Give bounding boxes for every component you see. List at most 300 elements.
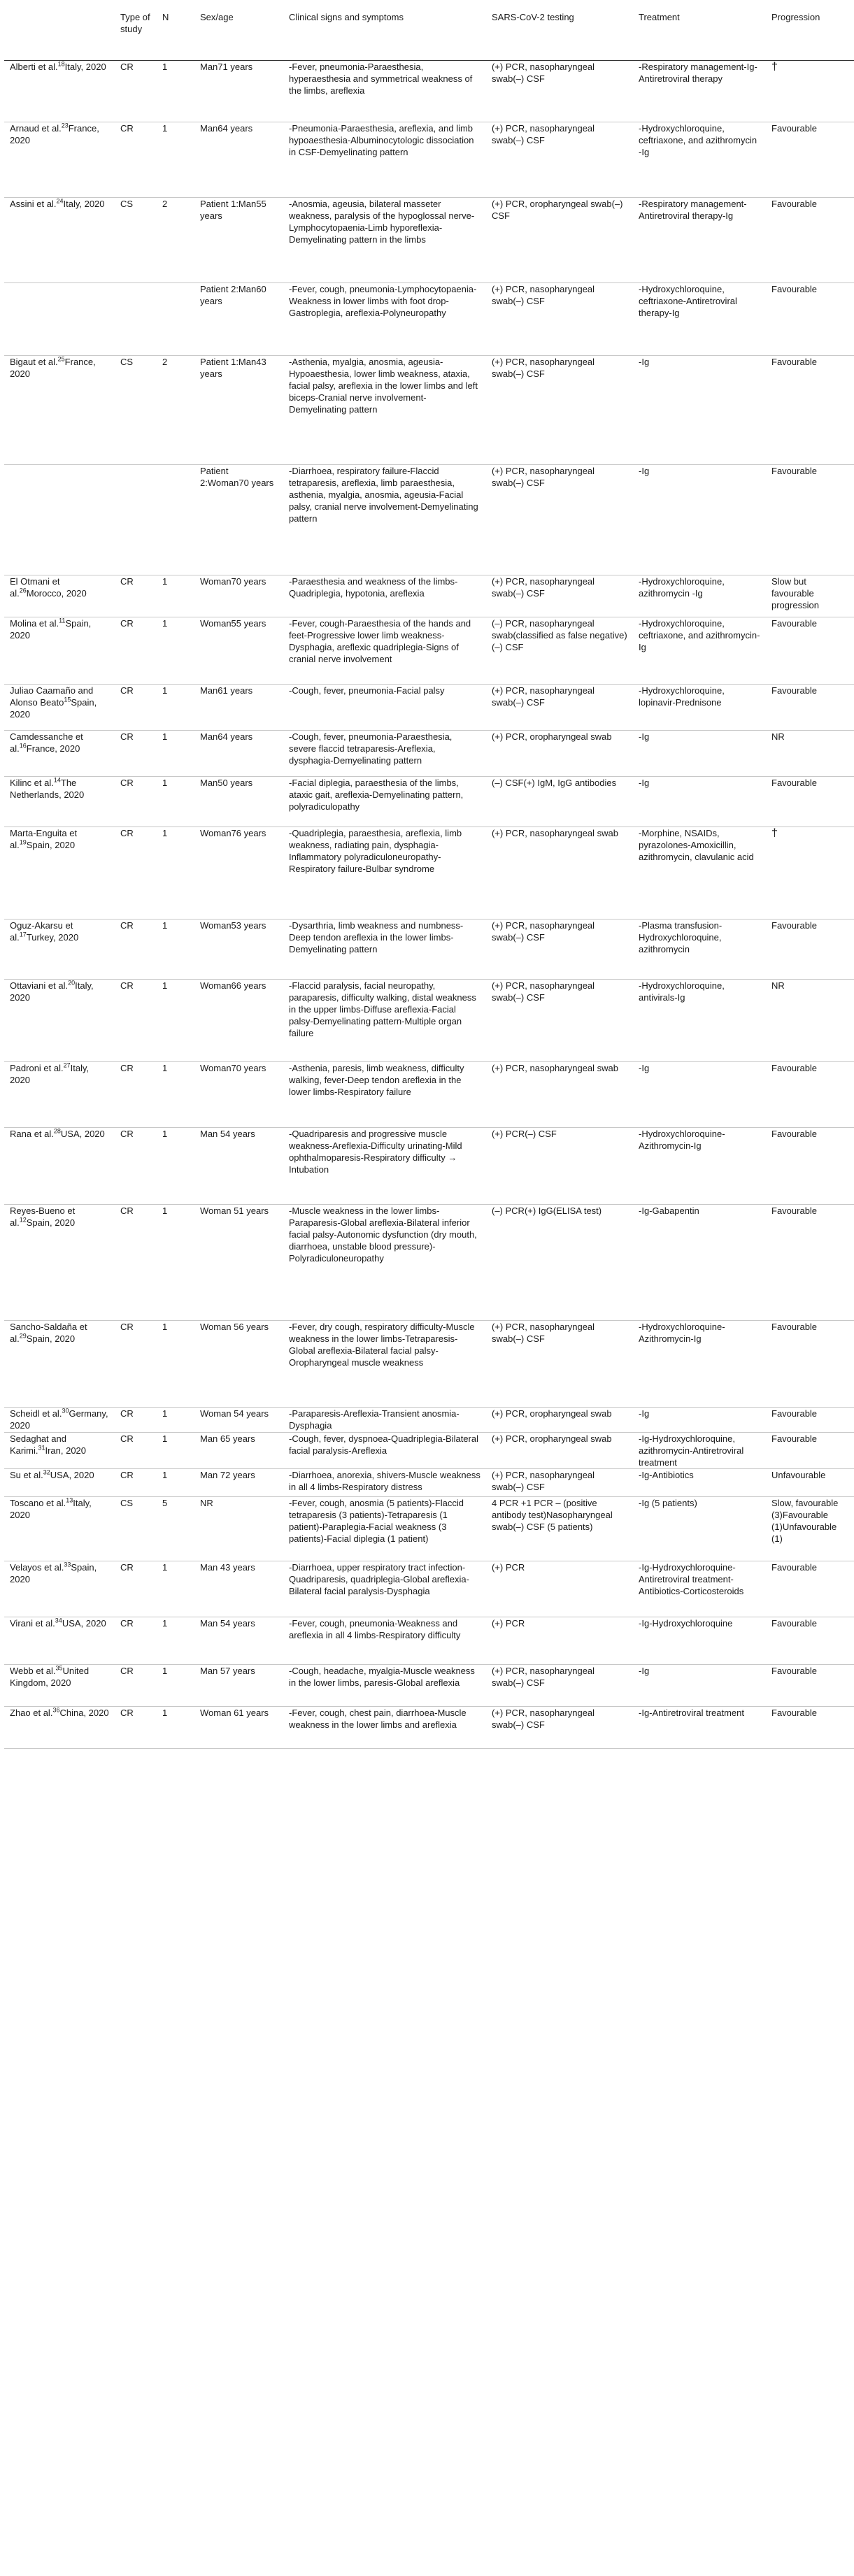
cell-treatment: -Ig-Hydroxychloroquine-Antiretroviral treatment-Antibiotics-Corticosteroids [633,1561,766,1617]
study-author: Marta-Enguita et al. [10,828,78,850]
study-ref: 30 [62,1407,69,1415]
cell-clinical: -Fever, cough, chest pain, diarrhoea-Muscle weakness in the lower limbs and areflexia [283,1707,486,1749]
cell-sexage: Man64 years [194,731,283,777]
cell-n: 1 [157,1205,194,1321]
cell-type: CR [115,1321,157,1408]
cell-testing: (+) PCR(–) CSF [486,1128,633,1205]
study-author: Zhao et al. [10,1708,53,1718]
cell-progression: Favourable [766,1321,854,1408]
cell-clinical: -Quadriplegia, paraesthesia, areflexia, limb weakness, radiating pain, dysphagia-Inflammatory polyradiculoneuropathy-Respiratory failure-Bulbar syndrome [283,827,486,920]
cell-study [4,1617,115,1665]
study-place: Turkey, 2020 [26,932,79,943]
header-study [4,8,115,61]
cell-progression: Favourable [766,1205,854,1321]
table-row [4,1561,854,1617]
cell-study [4,617,115,685]
cell-testing: (+) PCR, oropharyngeal swab [486,1408,633,1433]
cell-progression: Favourable [766,198,854,283]
cell-testing: (+) PCR, nasopharyngeal swab(–) CSF [486,465,633,575]
study-place: Italy, 2020 [63,199,105,209]
cell-treatment: -Hydroxychloroquine-Azithromycin-Ig [633,1128,766,1205]
cell-progression: Favourable [766,465,854,575]
cell-progression: † [766,827,854,920]
study-author: Arnaud et al. [10,123,62,134]
cell-clinical: -Diarrhoea, anorexia, shivers-Muscle weakness in all 4 limbs-Respiratory distress [283,1469,486,1497]
cell-n: 1 [157,731,194,777]
study-ref: 28 [53,1127,61,1135]
cell-type: CS [115,356,157,465]
cell-type: CR [115,777,157,827]
cell-study [4,920,115,980]
cell-treatment: -Respiratory management-Antiretroviral therapy-Ig [633,198,766,283]
cell-n [157,283,194,356]
cell-testing: (+) PCR, nasopharyngeal swab(–) CSF [486,61,633,122]
table-row [4,122,854,198]
cell-clinical: -Cough, fever, dyspnoea-Quadriplegia-Bilateral facial paralysis-Areflexia [283,1433,486,1469]
table-row [4,465,854,575]
cell-testing: (+) PCR [486,1617,633,1665]
table-row [4,920,854,980]
cell-study [4,198,115,283]
cell-treatment: -Ig [633,777,766,827]
cell-treatment: -Ig-Hydroxychloroquine [633,1617,766,1665]
cell-study [4,1497,115,1561]
study-ref: 14 [53,776,61,784]
studies-table [4,8,854,1749]
header-sexage: Sex/age [194,8,283,61]
study-author: Kilinc et al. [10,778,54,788]
cell-treatment: -Plasma transfusion-Hydroxychloroquine, azithromycin [633,920,766,980]
cell-study [4,1665,115,1707]
study-place: Italy, 2020 [10,1063,90,1085]
study-place: Spain, 2020 [10,618,92,641]
cell-sexage: Patient 1:Man55 years [194,198,283,283]
cell-testing: (+) PCR, oropharyngeal swab(–) CSF [486,198,633,283]
study-place: Germany, 2020 [10,1408,108,1431]
cell-study [4,777,115,827]
study-author: Ottaviani et al. [10,980,69,991]
cell-treatment: -Ig-Hydroxychloroquine, azithromycin-Antiretroviral treatment [633,1433,766,1469]
cell-clinical: -Fever, cough, anosmia (5 patients)-Flaccid tetraparesis (3 patients)-Tetraparesis (1 patient)-Paraplegia-Facial weakness (3 patients)-Facial diplegia (1 patient) [283,1497,486,1561]
table-row [4,1617,854,1665]
cell-n [157,465,194,575]
cell-clinical: -Cough, headache, myalgia-Muscle weakness in the lower limbs, paresis-Global areflexia [283,1665,486,1707]
study-place: Morocco, 2020 [26,588,87,599]
cell-progression: Favourable [766,1617,854,1665]
cell-type: CR [115,827,157,920]
cell-n: 1 [157,685,194,731]
cell-study [4,1321,115,1408]
cell-sexage: Woman 54 years [194,1408,283,1433]
study-place: Italy, 2020 [10,980,94,1003]
cell-study [4,827,115,920]
cell-clinical: -Paraparesis-Areflexia-Transient anosmia-Dysphagia [283,1408,486,1433]
cell-testing: (+) PCR, oropharyngeal swab [486,1433,633,1469]
study-place: Italy, 2020 [64,62,106,72]
table-row [4,1062,854,1128]
cell-study [4,1433,115,1469]
cell-type: CS [115,1497,157,1561]
study-ref: 11 [59,617,66,624]
cell-testing: (+) PCR, nasopharyngeal swab(–) CSF [486,356,633,465]
cell-progression: Favourable [766,920,854,980]
header-clinical: Clinical signs and symptoms [283,8,486,61]
table-row [4,1665,854,1707]
cell-clinical: -Fever, cough, pneumonia-Weakness and areflexia in all 4 limbs-Respiratory difficulty [283,1617,486,1665]
cell-treatment: -Ig-Antibiotics [633,1469,766,1497]
cell-treatment: -Morphine, NSAIDs, pyrazolones-Amoxicillin, azithromycin, clavulanic acid [633,827,766,920]
cell-sexage: Man 65 years [194,1433,283,1469]
table-row [4,1128,854,1205]
study-author: Oguz-Akarsu et al. [10,920,73,943]
cell-clinical: -Dysarthria, limb weakness and numbness-Deep tendon areflexia in the lower limbs-Demyelinating pattern [283,920,486,980]
cell-sexage: Woman 56 years [194,1321,283,1408]
cell-sexage: Woman 61 years [194,1707,283,1749]
cell-study [4,1707,115,1749]
cell-n: 1 [157,1469,194,1497]
cell-clinical: -Fever, dry cough, respiratory difficulty-Muscle weakness in the lower limbs-Tetraparesis-Global areflexia-Bilateral facial palsy-Oropharyngeal muscle weakness [283,1321,486,1408]
cell-type: CR [115,1408,157,1433]
cell-testing: (+) PCR, oropharyngeal swab [486,731,633,777]
cell-progression: Unfavourable [766,1469,854,1497]
cell-progression: Favourable [766,1128,854,1205]
study-ref: 25 [57,355,65,363]
cell-sexage: Patient 2:Man60 years [194,283,283,356]
cell-sexage: Woman76 years [194,827,283,920]
cell-type: CR [115,1062,157,1128]
cell-treatment: -Ig [633,465,766,575]
cell-treatment: -Hydroxychloroquine, antivirals-Ig [633,980,766,1062]
study-place: Spain, 2020 [26,1217,76,1228]
cell-clinical: -Fever, cough, pneumonia-Lymphocytopaenia-Weakness in lower limbs with foot drop-Gastroplegia, areflexia-Polyneuropathy [283,283,486,356]
cell-progression: Favourable [766,1561,854,1617]
study-author: Bigaut et al. [10,357,58,367]
table-row [4,1205,854,1321]
study-author: Molina et al. [10,618,59,629]
cell-treatment: -Ig [633,356,766,465]
cell-n: 2 [157,356,194,465]
cell-sexage: Woman55 years [194,617,283,685]
study-place: Spain, 2020 [26,1333,76,1344]
cell-testing: (+) PCR, nasopharyngeal swab(–) CSF [486,920,633,980]
cell-progression: Favourable [766,1665,854,1707]
study-author: El Otmani et al. [10,576,60,599]
cell-sexage: Patient 2:Woman70 years [194,465,283,575]
cell-n: 1 [157,1433,194,1469]
cell-clinical: -Facial diplegia, paraesthesia of the limbs, ataxic gait, areflexia-Demyelinating pattern, polyradiculopathy [283,777,486,827]
cell-sexage: Man 72 years [194,1469,283,1497]
cell-progression: Favourable [766,1062,854,1128]
cell-type: CR [115,980,157,1062]
cell-study [4,1561,115,1617]
cell-treatment: -Ig [633,1408,766,1433]
cell-type: CR [115,1665,157,1707]
cell-type: CR [115,1561,157,1617]
cell-treatment: -Hydroxychloroquine, azithromycin -Ig [633,575,766,617]
cell-type: CR [115,920,157,980]
study-author: Alberti et al. [10,62,58,72]
cell-clinical: -Fever, pneumonia-Paraesthesia, hyperaesthesia and symmetrical weakness of the limbs, areflexia [283,61,486,122]
cell-sexage: Man61 years [194,685,283,731]
cell-type: CR [115,617,157,685]
cell-treatment: -Ig-Gabapentin [633,1205,766,1321]
cell-testing: (+) PCR, nasopharyngeal swab(–) CSF [486,1469,633,1497]
study-ref: 33 [64,1561,71,1568]
cell-testing: (+) PCR, nasopharyngeal swab [486,827,633,920]
cell-clinical: -Fever, cough-Paraesthesia of the hands and feet-Progressive lower limb weakness-Dysphagia, areflexic quadriplegia-Signs of cranial nerve involvement [283,617,486,685]
cell-n: 2 [157,198,194,283]
cell-n: 1 [157,1408,194,1433]
cell-testing: 4 PCR +1 PCR – (positive antibody test)Nasopharyngeal swab(–) CSF (5 patients) [486,1497,633,1561]
cell-n: 1 [157,1707,194,1749]
study-ref: 20 [68,979,76,987]
header-n: N [157,8,194,61]
cell-n: 5 [157,1497,194,1561]
table-row [4,1707,854,1749]
study-author: Camdessanche et al. [10,731,83,754]
cell-progression: † [766,61,854,122]
cell-sexage: Patient 1:Man43 years [194,356,283,465]
cell-study [4,685,115,731]
study-ref: 34 [55,1617,62,1624]
cell-progression: Favourable [766,617,854,685]
cell-sexage: Man 54 years [194,1128,283,1205]
study-ref: 12 [19,1216,27,1224]
cell-n: 1 [157,122,194,198]
header-progression: Progression [766,8,854,61]
study-place: Italy, 2020 [10,1498,92,1520]
cell-treatment: -Ig (5 patients) [633,1497,766,1561]
study-place: Spain, 2020 [10,697,97,720]
study-author: Assini et al. [10,199,57,209]
study-author: Reyes-Bueno et al. [10,1205,76,1228]
study-place: Iran, 2020 [45,1445,87,1456]
study-place: USA, 2020 [60,1129,105,1139]
cell-sexage: Woman53 years [194,920,283,980]
cell-clinical: -Cough, fever, pneumonia-Facial palsy [283,685,486,731]
cell-treatment: -Hydroxychloroquine, ceftriaxone, and azithromycin -Ig [633,122,766,198]
cell-clinical: -Muscle weakness in the lower limbs-Paraparesis-Global areflexia-Bilateral inferior facial palsy-Autonomic dysfunction (dry mouth, diarrhoea, unstable blood pressure)-Polyradiculoneuropathy [283,1205,486,1321]
cell-testing: (+) PCR, nasopharyngeal swab(–) CSF [486,1321,633,1408]
table-row [4,1469,854,1497]
cell-clinical: -Flaccid paralysis, facial neuropathy, paraparesis, difficulty walking, distal weakness in the upper limbs-Diffuse areflexia-Facial palsy-Demyelinating pattern-Multiple organ failure [283,980,486,1062]
cell-type: CR [115,1128,157,1205]
cell-clinical: -Asthenia, myalgia, anosmia, ageusia-Hypoaesthesia, lower limb weakness, ataxia, facial palsy, areflexia in the lower limbs and left biceps-Cranial nerve involvement-Demyelinating pattern [283,356,486,465]
study-ref: 15 [64,696,71,703]
table-row [4,685,854,731]
study-ref: 13 [66,1496,73,1504]
table-row [4,356,854,465]
cell-clinical: -Paraesthesia and weakness of the limbs-Quadriplegia, hypotonia, areflexia [283,575,486,617]
study-author: Rana et al. [10,1129,54,1139]
header-type: Type of study [115,8,157,61]
cell-progression: Favourable [766,1707,854,1749]
cell-sexage: Man 54 years [194,1617,283,1665]
cell-clinical: -Pneumonia-Paraesthesia, areflexia, and limb hypoaesthesia-Albuminocytologic dissociation in CSF-Demyelinating pattern [283,122,486,198]
cell-n: 1 [157,617,194,685]
cell-type: CR [115,1617,157,1665]
cell-n: 1 [157,980,194,1062]
study-place: Spain, 2020 [26,840,76,850]
cell-sexage: NR [194,1497,283,1561]
cell-treatment: -Ig-Antiretroviral treatment [633,1707,766,1749]
cell-sexage: Man 43 years [194,1561,283,1617]
cell-progression: NR [766,731,854,777]
cell-n: 1 [157,777,194,827]
cell-study [4,731,115,777]
cell-n: 1 [157,61,194,122]
cell-study [4,575,115,617]
study-author: Virani et al. [10,1618,55,1629]
cell-progression: Slow but favourable progression [766,575,854,617]
cell-treatment: -Hydroxychloroquine, ceftriaxone-Antiretroviral therapy-Ig [633,283,766,356]
cell-progression: Favourable [766,685,854,731]
table-row [4,731,854,777]
study-place: USA, 2020 [50,1470,94,1480]
cell-n: 1 [157,827,194,920]
table-row [4,827,854,920]
study-ref: 29 [19,1332,27,1340]
table-row [4,617,854,685]
cell-n: 1 [157,1561,194,1617]
study-ref: 26 [19,587,27,594]
study-ref: 17 [19,931,27,938]
study-ref: 19 [19,838,27,846]
cell-clinical: -Quadriparesis and progressive muscle weakness-Areflexia-Difficulty urinating-Mild ophthalmoparesis-Respiratory difficulty → Intubation [283,1128,486,1205]
cell-progression: Favourable [766,777,854,827]
study-ref: 27 [63,1061,71,1069]
study-place: China, 2020 [59,1708,109,1718]
cell-study [4,1469,115,1497]
cell-testing: (+) PCR, nasopharyngeal swab(–) CSF [486,575,633,617]
cell-testing: (–) PCR, nasopharyngeal swab(classified as false negative)(–) CSF [486,617,633,685]
study-ref: 32 [43,1468,50,1476]
cell-treatment: -Ig [633,1062,766,1128]
cell-study [4,356,115,465]
header-treatment: Treatment [633,8,766,61]
cell-testing: (–) CSF(+) IgM, IgG antibodies [486,777,633,827]
cell-type: CR [115,575,157,617]
cell-sexage: Woman70 years [194,1062,283,1128]
cell-type: CR [115,1433,157,1469]
study-place: Spain, 2020 [10,1562,97,1584]
header-testing: SARS-CoV-2 testing [486,8,633,61]
table-row [4,283,854,356]
table-row [4,980,854,1062]
cell-sexage: Woman66 years [194,980,283,1062]
cell-progression: Favourable [766,1433,854,1469]
cell-sexage: Woman 51 years [194,1205,283,1321]
study-author: Sancho-Saldaña et al. [10,1322,87,1344]
cell-clinical: -Anosmia, ageusia, bilateral masseter weakness, paralysis of the hypoglossal nerve-Lymphocytopaenia-Limb hyporeflexia-Demyelinating pattern in the limbs [283,198,486,283]
table-row [4,1408,854,1433]
table-body [4,61,854,1749]
cell-testing: (+) PCR, nasopharyngeal swab [486,1062,633,1128]
table-row [4,777,854,827]
cell-progression: Favourable [766,283,854,356]
cell-study [4,1128,115,1205]
cell-testing: (+) PCR, nasopharyngeal swab(–) CSF [486,1707,633,1749]
cell-treatment: -Respiratory management-Ig-Antiretroviral therapy [633,61,766,122]
cell-study [4,1062,115,1128]
cell-testing: (+) PCR, nasopharyngeal swab(–) CSF [486,283,633,356]
cell-progression: Slow, favourable (3)Favourable (1)Unfavourable (1) [766,1497,854,1561]
cell-sexage: Man64 years [194,122,283,198]
cell-treatment: -Ig [633,731,766,777]
study-place: United Kingdom, 2020 [10,1666,90,1688]
cell-type: CR [115,61,157,122]
study-ref: 18 [57,60,65,68]
cell-progression: NR [766,980,854,1062]
cell-type: CR [115,1205,157,1321]
study-ref: 24 [56,197,64,205]
study-ref: 31 [38,1444,45,1452]
cell-progression: Favourable [766,1408,854,1433]
cell-sexage: Man 57 years [194,1665,283,1707]
cell-type: CR [115,731,157,777]
cell-sexage: Man71 years [194,61,283,122]
table-row [4,198,854,283]
cell-clinical: -Diarrhoea, respiratory failure-Flaccid tetraparesis, areflexia, limb paraesthesia, asthenia, myalgia, anosmia, ageusia-Facial palsy, cranial nerve involvement-Demyelinating pattern [283,465,486,575]
cell-type [115,283,157,356]
cell-type: CR [115,1707,157,1749]
cell-testing: (–) PCR(+) IgG(ELISA test) [486,1205,633,1321]
cell-treatment: -Hydroxychloroquine-Azithromycin-Ig [633,1321,766,1408]
table-row [4,1321,854,1408]
cell-study [4,465,115,575]
cell-study [4,61,115,122]
study-ref: 16 [19,742,27,750]
cell-clinical: -Cough, fever, pneumonia-Paraesthesia, severe flaccid tetraparesis-Areflexia, dysphagia-Demyelinating pattern [283,731,486,777]
study-place: France, 2020 [26,743,80,754]
cell-n: 1 [157,1665,194,1707]
cell-n: 1 [157,1617,194,1665]
cell-study [4,283,115,356]
study-author: Toscano et al. [10,1498,66,1508]
study-ref: 35 [55,1664,63,1672]
study-author: Juliao Caamaño and Alonso Beato [10,685,94,708]
table-header-row [4,8,854,61]
study-place: France, 2020 [10,123,99,145]
cell-n: 1 [157,920,194,980]
cell-testing: (+) PCR, nasopharyngeal swab(–) CSF [486,122,633,198]
cell-progression: Favourable [766,356,854,465]
study-place: USA, 2020 [62,1618,106,1629]
study-ref: 23 [61,122,69,129]
cell-type [115,465,157,575]
cell-progression: Favourable [766,122,854,198]
study-author: Sedaghat and Karimi. [10,1433,66,1456]
study-author: Su et al. [10,1470,43,1480]
cell-n: 1 [157,1321,194,1408]
study-author: Velayos et al. [10,1562,64,1573]
cell-study [4,980,115,1062]
study-author: Scheidl et al. [10,1408,62,1419]
cell-sexage: Man50 years [194,777,283,827]
study-ref: 36 [52,1706,60,1714]
table-row [4,575,854,617]
cell-clinical: -Asthenia, paresis, limb weakness, difficulty walking, fever-Deep tendon areflexia in the lower limbs-Respiratory failure [283,1062,486,1128]
cell-study [4,1408,115,1433]
table-row [4,1433,854,1469]
cell-testing: (+) PCR, nasopharyngeal swab(–) CSF [486,1665,633,1707]
cell-sexage: Woman70 years [194,575,283,617]
cell-study [4,122,115,198]
study-author: Padroni et al. [10,1063,64,1073]
cell-testing: (+) PCR, nasopharyngeal swab(–) CSF [486,685,633,731]
cell-testing: (+) PCR [486,1561,633,1617]
cell-type: CR [115,1469,157,1497]
